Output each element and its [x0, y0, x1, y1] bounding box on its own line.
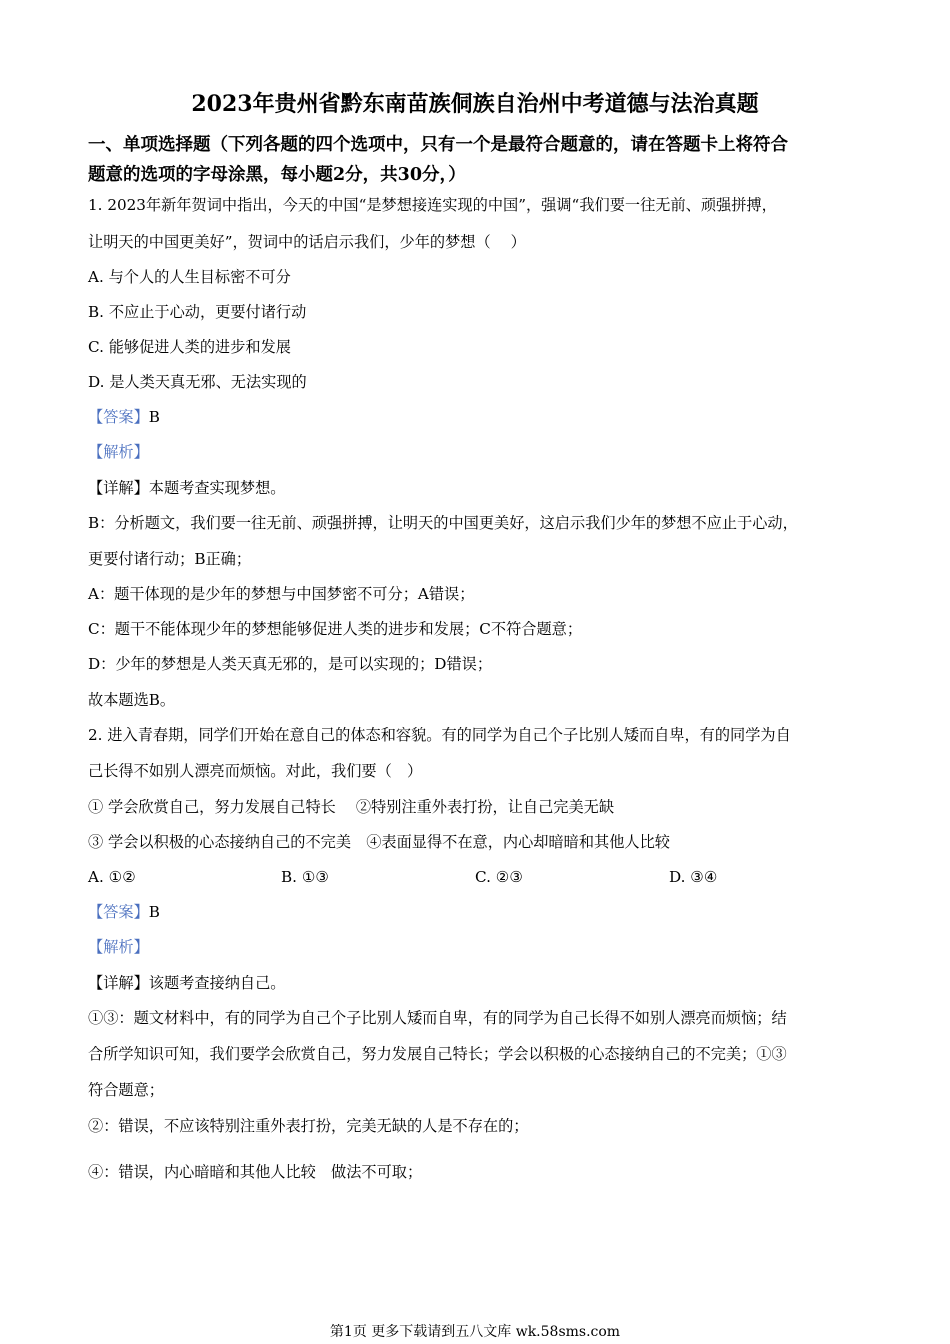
q1-option-b: B. 不应止于心动，更要付诸行动: [88, 303, 307, 321]
q2-answer-value: B: [148, 903, 160, 921]
q2-analysis-tag: 【解析】: [88, 938, 149, 956]
page-title: 2023年贵州省黔东南苗族侗族自治州中考道德与法治真题: [191, 91, 759, 117]
q1-detail-line-1: 【详解】本题考查实现梦想。: [88, 479, 286, 497]
q1-stem-line-1: 1. 2023年新年贺词中指出，今天的中国“是梦想接连实现的中国”，强调“我们要一往无前、顽强拼搏，: [88, 196, 777, 214]
q2-statement-line-1: ① 学会欣赏自己，努力发展自己特长 ②特别注重外表打扮，让自己完美无缺: [88, 798, 615, 816]
q2-detail-line-4: 符合题意；: [88, 1081, 164, 1099]
q2-option-a: A. ①②: [88, 868, 136, 886]
q2-detail-line-1: 【详解】该题考查接纳自己。: [88, 974, 286, 992]
q1-option-a: A. 与个人的人生目标密不可分: [88, 268, 291, 286]
q2-detail-line-5: ②：错误，不应该特别注重外表打扮，完美无缺的人是不存在的；: [88, 1117, 529, 1135]
q2-option-d: D. ③④: [669, 868, 718, 886]
q1-detail-line-2: B：分析题文，我们要一往无前、顽强拼搏，让明天的中国更美好，这启示我们少年的梦想不应止于心动，: [88, 514, 798, 532]
q1-detail-line-7: 故本题选B。: [88, 691, 176, 709]
q1-stem-line-2: 让明天的中国更美好”，贺词中的话启示我们，少年的梦想（ ）: [88, 233, 526, 251]
q1-answer-tag: 【答案】: [88, 408, 149, 426]
section-heading-line-1: 一、单项选择题（下列各题的四个选项中，只有一个是最符合题意的，请在答题卡上将符合: [88, 135, 788, 155]
q2-statement-line-2: ③ 学会以积极的心态接纳自己的不完美 ④表面显得不在意，内心却暗暗和其他人比较: [88, 833, 670, 851]
q1-detail-line-3: 更要付诸行动；B正确；: [88, 550, 252, 568]
q2-answer-tag: 【答案】: [88, 903, 149, 921]
q1-option-d: D. 是人类天真无邪、无法实现的: [88, 373, 307, 391]
q2-detail-line-2: ①③：题文材料中，有的同学为自己个子比别人矮而自卑，有的同学为自己长得不如别人漂亮而烦恼；结: [88, 1009, 787, 1027]
q2-option-c: C. ②③: [475, 868, 523, 886]
q2-answer: [88, 900, 878, 924]
q1-option-c: C. 能够促进人类的进步和发展: [88, 338, 291, 356]
q1-answer: [88, 405, 878, 429]
q2-stem-line-1: 2. 进入青春期，同学们开始在意自己的体态和容貌。有的同学为自己个子比别人矮而自卑，有的同学为自: [88, 726, 791, 744]
q2-option-b: B. ①③: [281, 868, 330, 886]
q1-analysis-tag: 【解析】: [88, 443, 149, 461]
q1-detail-line-5: C：题干不能体现少年的梦想能够促进人类的进步和发展；C不符合题意；: [88, 620, 583, 638]
q2-detail-line-3: 合所学知识可知，我们要学会欣赏自己，努力发展自己特长；学会以积极的心态接纳自己的不完美；①③: [88, 1045, 787, 1063]
section-heading: [88, 130, 868, 190]
q1-detail-line-4: A：题干体现的是少年的梦想与中国梦密不可分；A错误；: [88, 585, 475, 603]
q1-detail-line-6: D：少年的梦想是人类天真无邪的，是可以实现的；D错误；: [88, 655, 493, 673]
page-footer: 第1页 更多下载请到五八文库 wk.58sms.com: [329, 1324, 621, 1340]
section-heading-line-2: 题意的选项的字母涂黑，每小题2分，共30分，）: [88, 165, 466, 185]
q1-answer-value: B: [148, 408, 160, 426]
q2-detail-line-6: ④：错误，内心暗暗和其他人比较 做法不可取；: [88, 1163, 423, 1181]
q2-stem-line-2: 己长得不如别人漂亮而烦恼。对此，我们要（ ）: [88, 762, 423, 780]
